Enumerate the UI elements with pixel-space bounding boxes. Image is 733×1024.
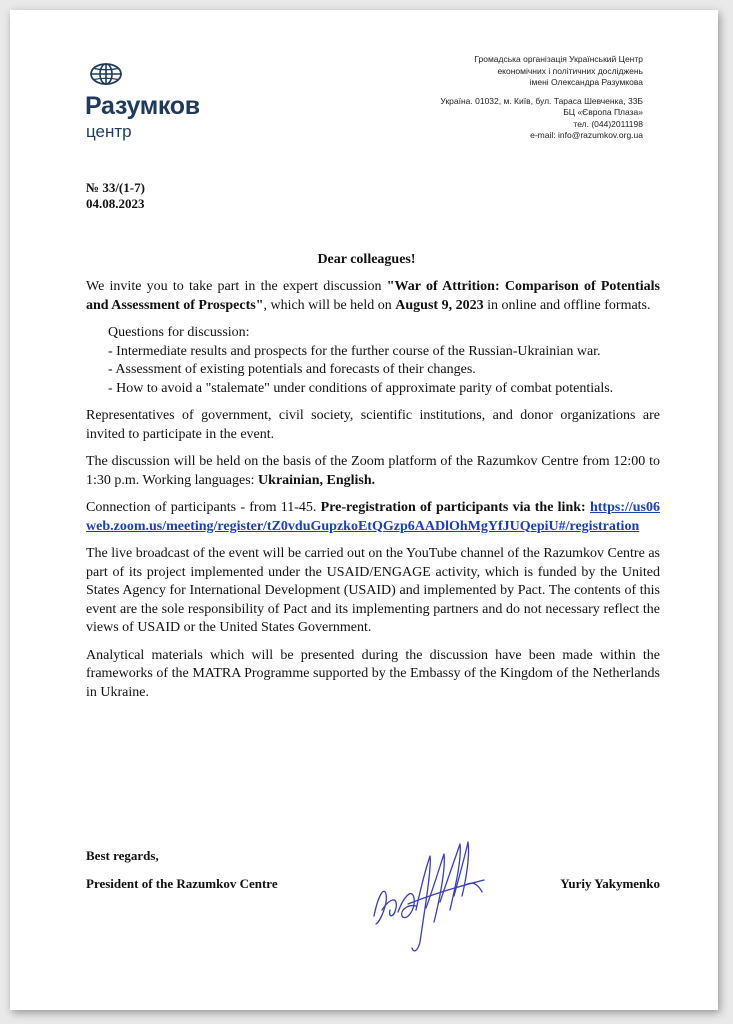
- reference-number: № 33/(1-7): [86, 180, 145, 195]
- signer-position: President of the Razumkov Centre: [86, 876, 278, 891]
- platform-paragraph: [86, 453, 660, 490]
- reference-date: 04.08.2023: [86, 196, 145, 211]
- regards: Best regards,: [86, 848, 159, 863]
- reference-block: [86, 180, 145, 212]
- address-line: БЦ «Європа Плаза»: [563, 107, 643, 117]
- org-line: економічних і політичних досліджень: [497, 65, 643, 76]
- questions-heading: Questions for discussion:: [108, 325, 250, 340]
- broadcast-paragraph: The live broadcast of the event will be carried out on the YouTube channel of the Razumkov Centre as part of its project implemented under the USAID/ENGAGE activity, which is funded by the United States Agency for International Development (USAID) and implemented by Pact. The contents of this event are the sole responsibility of Pact and its implementing partners and do not necessary reflect the views of USAID or the United States Government.: [86, 546, 660, 635]
- working-languages: Ukrainian, English.: [258, 472, 376, 488]
- address-line: Україна. 01032, м. Київ, бул. Тараса Шевченка, 33Б: [440, 95, 643, 106]
- connection-paragraph: [86, 499, 660, 536]
- logo-subtitle: центр: [86, 122, 132, 141]
- question-item: - Assessment of existing potentials and forecasts of their changes.: [108, 362, 476, 377]
- platform-text: The discussion will be held on the basis of the Zoom platform of the Razumkov Centre from 12:00 to 1:30 p.m. Working languages:: [86, 454, 660, 488]
- letter-body: [86, 278, 660, 711]
- preregistration-label: Pre-registration of participants via the link:: [320, 500, 586, 515]
- event-date: August 9, 2023: [395, 297, 484, 313]
- registration-link[interactable]: https://us06web.zoom.us/meeting/register/tZ0vduGupzkoEtQGzp6AADlOhMgYfJUQepiU#/registration: [86, 500, 660, 534]
- phone-line: тел. (044)2011198: [573, 118, 643, 129]
- greeting: Dear colleagues!: [317, 252, 416, 267]
- materials-paragraph: Analytical materials which will be presented during the discussion have been made within the frameworks of the MATRA Programme supported by the Embassy of the Kingdom of the Netherlands in Ukraine.: [86, 647, 660, 700]
- representatives-paragraph: Representatives of government, civil society, scientific institutions, and donor organizations are invited to participate in the event.: [86, 408, 660, 442]
- intro-text: We invite you to take part in the expert discussion: [86, 279, 387, 294]
- question-item: - Intermediate results and prospects for the further course of the Russian-Ukrainian war.: [108, 343, 601, 359]
- email-line: e-mail: info@razumkov.org.ua: [530, 130, 643, 140]
- organization-address: [343, 96, 643, 142]
- logo-title: Разумков: [85, 92, 200, 120]
- question-item: - How to avoid a "stalemate" under conditions of approximate parity of combat potentials.: [108, 380, 614, 396]
- intro-paragraph: [86, 278, 660, 315]
- signer-name: Yuriy Yakymenko: [560, 876, 660, 891]
- org-line: Громадська організація Український Центр: [474, 54, 643, 64]
- globe-icon: [89, 62, 123, 86]
- event-title: "War of Attrition: Comparison of Potentials and Assessment of Prospects": [86, 279, 660, 313]
- organization-info: [343, 54, 643, 142]
- intro-text: in online and offline formats.: [483, 297, 651, 313]
- questions-list: [108, 324, 660, 398]
- connection-text: Connection of participants - from 11-45.: [86, 500, 321, 515]
- org-line: імені Олександра Разумкова: [529, 77, 643, 87]
- handwritten-signature: [368, 826, 490, 956]
- organization-name: [343, 54, 643, 89]
- intro-text: , which will be held on: [263, 297, 396, 313]
